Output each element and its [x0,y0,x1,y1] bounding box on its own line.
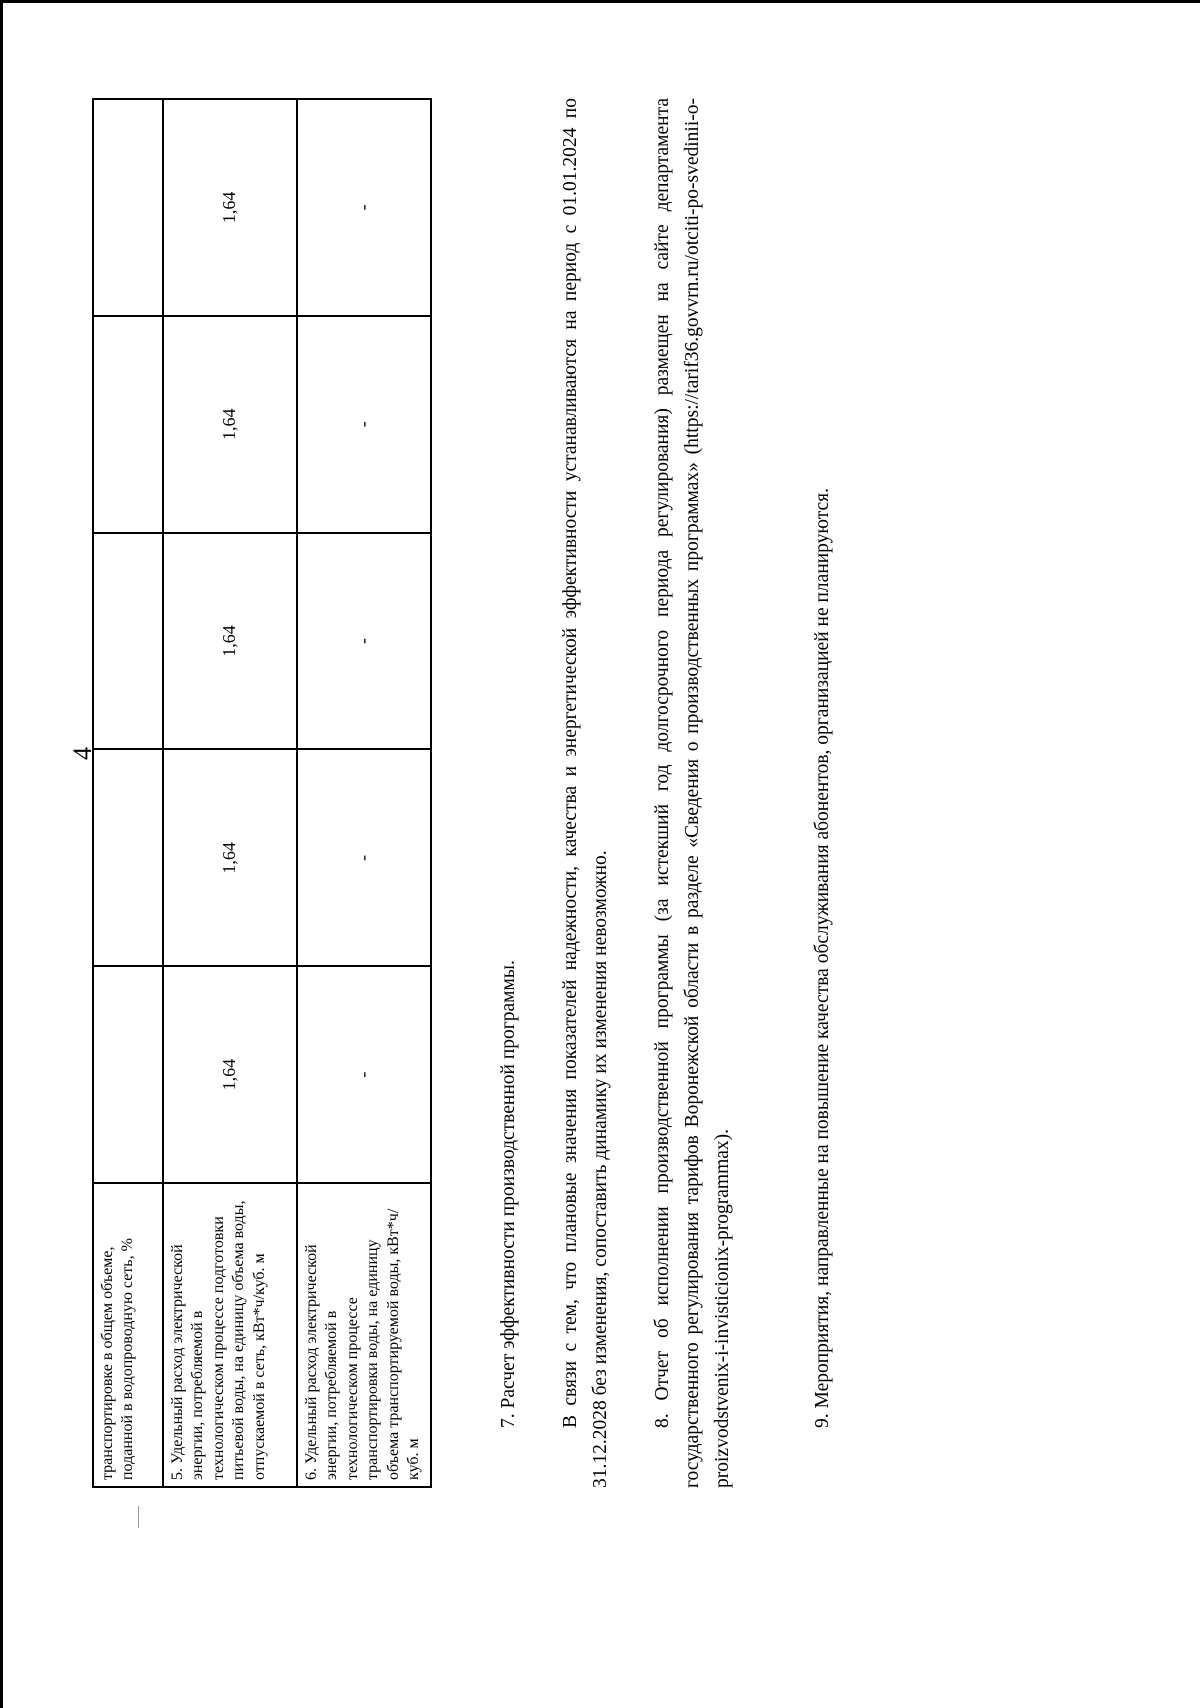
cell-value [93,749,163,966]
cell-value: 1,64 [163,966,297,1183]
page-number: 4 [68,747,97,760]
cell-value [93,99,163,316]
section-8 [648,98,738,1488]
cell-value: - [297,316,431,533]
cell-value [93,966,163,1183]
cell-value: 1,64 [163,99,297,316]
cell-value: - [297,966,431,1183]
section-7-title-text: 7. Расчет эффективности производственной программы. [498,960,519,1428]
row-label: 5. Удельный расход электрической энергии, потребляемой в технологическом процессе подготовки питьевой воды, на единицу объема воды, отпускаемой в сеть, кВт*ч/куб. м [163,1183,297,1487]
cell-value: 1,64 [163,316,297,533]
cell-value: - [297,533,431,750]
cell-value: 1,64 [163,749,297,966]
cell-value: - [297,749,431,966]
table-row [163,99,297,1487]
indicators-table [92,98,432,1488]
table-row [93,99,163,1487]
row-label: транспортировке в общем объеме, поданной в водопроводную сеть, % [93,1183,163,1487]
section-7-title [494,38,524,1488]
section-9 [808,38,838,1488]
section-7-body-text: В связи с тем, что плановые значения показателей надежности, качества и энергетической эффективности устанавливаются на период с 01.01.2024 по 31.12.2028 без изменения, сопоставить динамику их изменения невозможно. [560,98,611,1488]
section-9-text: 9. Мероприятия, направленные на повышение качества обслуживания абонентов, организацией не планируются. [812,488,833,1428]
cell-value [93,533,163,750]
section-7-body [556,98,616,1488]
cell-value [93,316,163,533]
table-row [297,99,431,1487]
cell-value: - [297,99,431,316]
row-label: 6. Удельный расход электрической энергии, потребляемой в технологическом процессе транспортировки воды, на единицу объема транспортируемой воды, кВт*ч/куб. м [297,1183,431,1487]
cell-value: 1,64 [163,533,297,750]
section-8-text: 8. Отчет об исполнении производственной программы (за истекший год долгосрочного периода регулирования) размещен на сайте департамента государственного регулирования тарифов Воронежской области в разделе «Сведения о производственных программах» (https://tarif36.govvrn.ru/otciti-po-svedinii-o-proizvodstvenix-i-invisticionix-programmax). [652,98,733,1488]
